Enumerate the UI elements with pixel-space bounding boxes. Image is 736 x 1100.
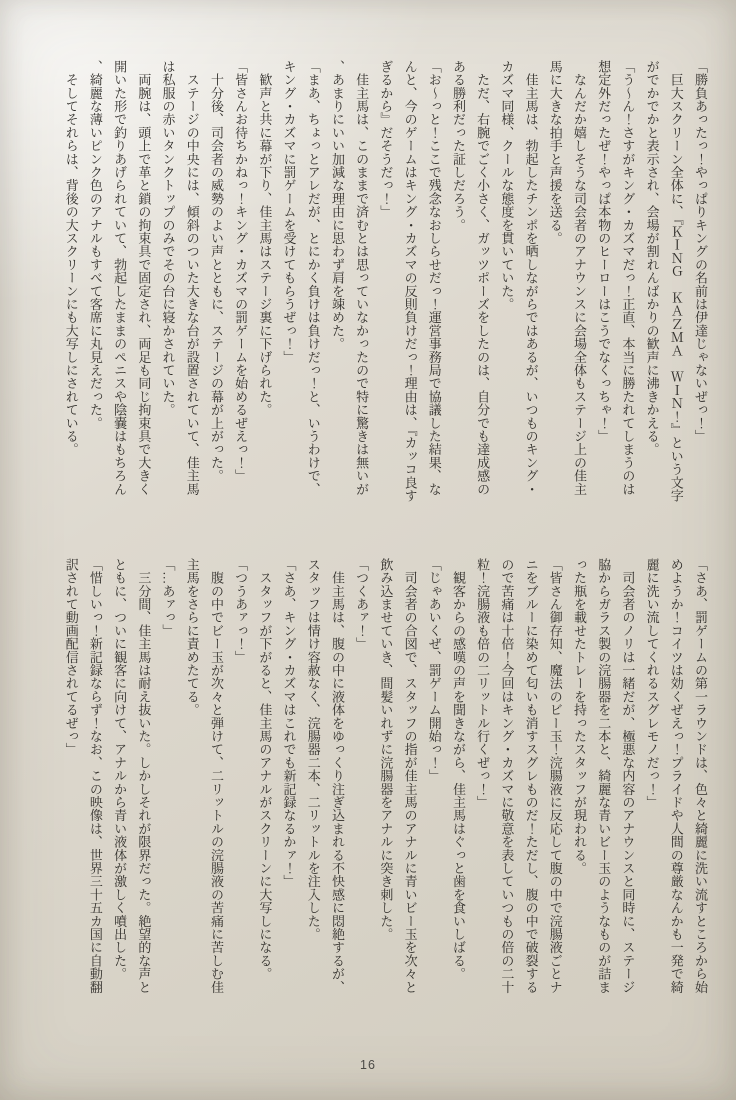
text-paragraph: 腹の中でビー玉が次々と弾けて、二リットルの浣腸液の苦痛に苦しむ佳主馬をさらに責めたてる。: [184, 558, 224, 994]
text-paragraph: 「まあ、ちょっとアレだが、とにかく負けは負けだっ！と、いうわけで、キング・カズマに罰ゲームを受けてもらうぜっ！」: [281, 60, 321, 496]
upper-text-block: [59, 60, 712, 505]
text-paragraph: 「う〜ん！さすがキング・カズマだっ！正直、本当に勝たれてしまうのは想定外だったぜ！やっぱ本物のヒーローはこうでなくっちゃ！」: [596, 60, 636, 496]
text-paragraph: 十分後、司会者の威勢のよい声とともに、ステージの幕が上がった。: [208, 60, 224, 483]
text-paragraph: 司会者のノリは一緒だが、極悪な内容のアナウンスと同時に、ステージ脇からガラス製の浣腸器を二本と、綺麗な青いビー玉のようなものが詰まった瓶を載せたトレーを持ったスタッフが現われる。: [571, 558, 636, 994]
text-paragraph: 佳主馬は、このままで済むとは思っていなかったので特に驚きは無いが、あまりにいい加減な理由に思わず肩を竦めた。: [329, 60, 370, 496]
text-paragraph: 巨大スクリーン全体に、『ＫＩＮＧ ＫＡＺＭＡ ＷＩＮ！』という文字がでかでかと表示され、会場が割れんばかりの歓声に沸きかえる。: [644, 60, 684, 503]
text-paragraph: なんだか嬉しそうな司会者のアナウンスに会場全体もステージ上の佳主馬に大きな拍手と声援を送る。: [547, 60, 587, 496]
text-paragraph: 佳主馬は、腹の中に液体をゆっくり注ぎ込まれる不快感に悶絶するが、スタッフは情け容赦なく、浣腸器二本、二リットルを注入した。: [305, 558, 345, 994]
lower-text-block: [59, 558, 712, 1003]
text-paragraph: スタッフが下がると、佳主馬のアナルがスクリーンに大写しになる。: [257, 558, 273, 981]
text-paragraph: 「勝負あったっ！やっぱりキングの名前は伊達じゃないぜっ！」: [693, 60, 708, 443]
text-paragraph: 「さあ、キング・カズマはこれでも新記録なるかァ！」: [281, 558, 297, 888]
text-paragraph: 両腕は、頭上で革と鎖の拘束具で固定され、両足も同じ拘束具で大きく開いた形で釣りあげられていて、勃起したままのペニスや陰嚢はもちろん、綺麗な薄いピンク色のアナルもすべて客席に丸見えだった。: [87, 60, 152, 496]
text-paragraph: 「皆さん御存知、魔法のビー玉！浣腸液に反応して腹の中で浣腸液ごとナニをブルーに染めて匂いも消すスグレものだ！ただし、腹の中で破裂するので苦痛は十倍！今回はキング・カズマに敬意を表していつもの倍の二十粒！浣腸液も倍の二リットル行くぜっ！」: [475, 558, 563, 994]
text-paragraph: 「さあ、罰ゲームの第一ラウンドは、色々と綺麗に洗い流すところから始めようか！コイツは効くぜえっ！プライドや人間の尊厳なんかも一発で綺麗に洗い流してくれるスグレモノだっ！」: [644, 558, 708, 994]
text-paragraph: 「じゃあいくぜ、罰ゲーム開始っ！」: [426, 558, 442, 783]
text-paragraph: 「…あァっ」: [160, 558, 176, 638]
text-paragraph: 観客からの感嘆の声を聞きながら、佳主馬はぐっと歯を食いしばる。: [450, 558, 466, 981]
text-paragraph: 「惜しいっ！新記録ならず！なお、この映像は、世界三十五カ国に自動翻訳されて動画配信されてるぜっ」: [63, 558, 103, 994]
text-paragraph: 佳主馬は、勃起したチンポを晒しながらではあるが、いつものキング・カズマ同様、クールな態度を貫いていた。: [499, 60, 539, 496]
text-paragraph: 三分間、佳主馬は耐え抜いた。しかしそれが限界だった。絶望的な声とともに、ついに観客に向けて、アナルから青い液体が激しく噴出した。: [112, 558, 152, 994]
text-paragraph: ただ、右腕でごく小さく、ガッツポーズをしたのは、自分でも達成感のある勝利だった証しだろう。: [450, 60, 491, 496]
text-paragraph: 歓声と共に幕が下り、佳主馬はステージ裏に下げられた。: [257, 60, 273, 417]
text-paragraph: ステージの中央には、傾斜のついた大きな台が設置されていて、佳主馬は私服の赤いタンクトップのみでその台に寝かされていた。: [160, 60, 200, 496]
text-paragraph: 司会者の合図で、スタッフの指が佳主馬のアナルに青いビー玉を次々と飲み込ませていき、間髪いれずに浣腸器をアナルに突き刺した。: [378, 558, 418, 994]
text-paragraph: そしてそれらは、背後の大スクリーンにも大写しにされている。: [63, 60, 79, 456]
text-paragraph: 「お〜っと！ここで残念なおしらせだっ！運営事務局で協議した結果、なんと、今のゲームはキング・カズマの反則負けだっ！理由は、『カッコ良すぎるから』だそうだっ！」: [378, 60, 442, 503]
page-number: 16: [360, 1058, 376, 1072]
text-paragraph: 「つうあァっ！」: [233, 558, 249, 664]
text-paragraph: 「皆さんお待ちかねっ！キング・カズマの罰ゲームを始めるぜえっ！」: [233, 60, 249, 483]
text-paragraph: 「つくあァ！」: [354, 558, 370, 651]
